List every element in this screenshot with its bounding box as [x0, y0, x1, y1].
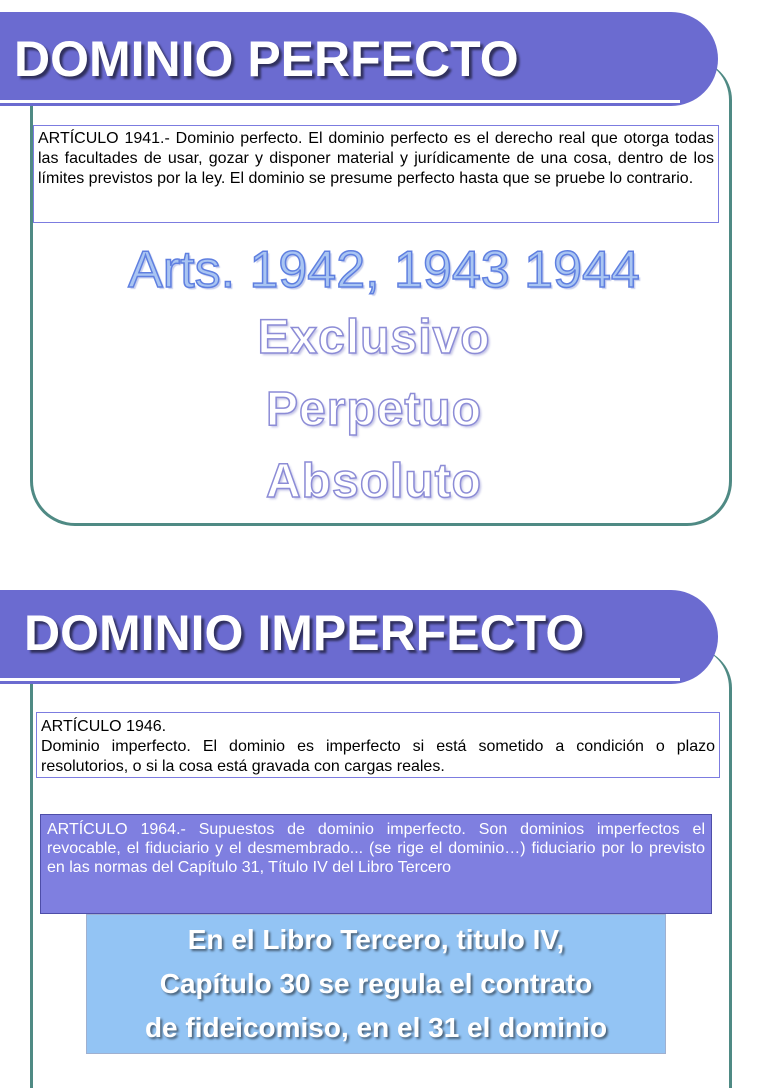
- fideicomiso-line: En el Libro Tercero, titulo IV,: [187, 924, 565, 955]
- banner-divider: [0, 100, 680, 103]
- slide-title: DOMINIO IMPERFECTO: [24, 605, 585, 661]
- word-perpetuo: Perpetuo: [265, 383, 483, 436]
- arts-heading: Arts. 1942, 1943 1944: [128, 241, 640, 299]
- banner-divider: [0, 678, 680, 681]
- fideicomiso-line: Capítulo 30 se regula el contrato: [159, 968, 593, 999]
- article-1946-title: ARTÍCULO 1946.: [41, 718, 167, 735]
- slide-title: DOMINIO PERFECTO: [14, 31, 519, 87]
- fideicomiso-line: de fideicomiso, en el 31 el dominio: [144, 1012, 608, 1043]
- word-exclusivo: Exclusivo: [257, 311, 491, 364]
- word-absoluto: Absoluto: [266, 455, 482, 508]
- article-1946-text: Dominio imperfecto. El dominio es imperfecto si está sometido a condición o plazo resolutorios, o si la cosa está gravada con cargas reales.: [41, 738, 715, 775]
- article-1964-box: ARTÍCULO 1964.- Supuestos de dominio imperfecto. Son dominios imperfectos el revocable, el fiduciario y el desmembrado... (se rige el dominio…) fiduciario por lo previsto en las normas del Capítulo 31, Título IV del Libro Tercero: [40, 814, 712, 914]
- slide-dominio-imperfecto: [0, 588, 768, 1043]
- article-1941-box: ARTÍCULO 1941.- Dominio perfecto. El dominio perfecto es el derecho real que otorga todas las facultades de usar, gozar y disponer material y jurídicamente de una cosa, dentro de los límites previstos por la ley. El dominio se presume perfecto hasta que se pruebe lo contrario.: [33, 125, 719, 223]
- slide-dominio-perfecto: [0, 0, 768, 540]
- fideicomiso-box: [86, 914, 666, 1054]
- article-1946-box: [36, 712, 720, 778]
